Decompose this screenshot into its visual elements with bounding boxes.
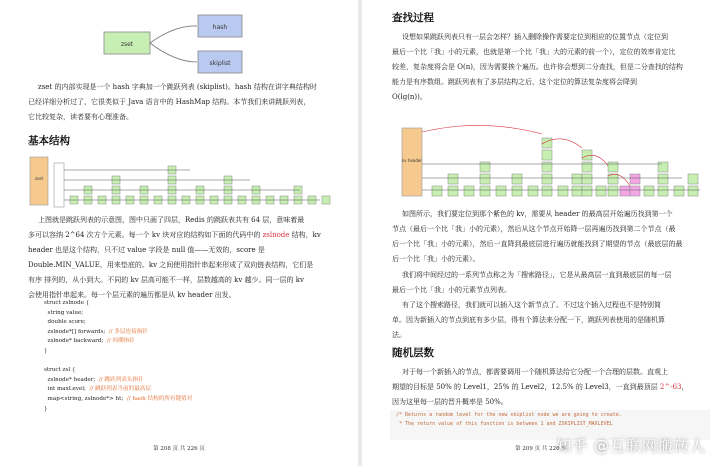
search-path-diagram <box>362 0 720 205</box>
para2-line-4: 后一个比「我」小的元素）。 <box>392 255 480 263</box>
search-node-cell <box>644 186 654 196</box>
search-node-cell <box>688 174 698 184</box>
search-node-cell <box>608 186 618 196</box>
code-line: } <box>44 405 48 412</box>
search-node-cell <box>596 186 606 196</box>
search-node-cell <box>542 186 552 196</box>
search-node-cell <box>582 150 592 160</box>
body-line-3: header 也是这个结构，只不过 value 字段是 null 值——无效的，score 是 <box>28 246 265 254</box>
body-line-1: 上图就是跳跃列表的示意图，图中只画了四层，Redis 的跳跃表共有 64 层，意味着最 <box>38 216 305 224</box>
search-node-cell <box>480 174 490 184</box>
para4-line-2: 单。因为新插入的节点到底有多少层，得有个算法来分配一下，跳跃列表使用的是随机算 <box>392 316 665 324</box>
code-line: zslnode* header; // 跳跃列表头指针 <box>44 376 144 383</box>
search-node-cell <box>658 186 668 196</box>
search-node-cell <box>542 174 552 184</box>
code-line: zslnode* backward; // 回溯指针 <box>44 338 135 345</box>
kv-header-column <box>54 163 64 207</box>
zset-header-block <box>30 157 48 205</box>
para1-line-3: 较差，复杂度将会是 O(n)，因为需要挨个遍历。也许你会想到二分查找，但是二分查找的结构 <box>392 63 683 71</box>
code-line: int maxLevel; // 跳跃列表当前的最高层 <box>44 386 151 393</box>
intro-line-2: 已经详细分析过了，它很类似于 Java 语言中的 HashMap 结构。本节我们来讲跳跃列表， <box>28 98 311 106</box>
search-node-cell <box>572 174 582 184</box>
search-node-cell <box>608 162 618 172</box>
search-node-cell <box>658 174 668 184</box>
skiplist-label: skiplist <box>209 60 231 67</box>
zset-header-label: zset <box>34 176 44 181</box>
code-line: string value; <box>44 309 84 316</box>
code-line: } <box>44 348 48 354</box>
search-node-cell <box>512 186 522 196</box>
search-node-cell <box>496 186 506 196</box>
target-node-cell <box>630 174 640 184</box>
para3-line-2: 最后一个比「我」小的元素节点列表。 <box>392 286 511 294</box>
para5-line-1: 对于每一个新插入的节点，都需要调用一个随机算法给它分配一个合理的层数。直观上 <box>402 368 668 376</box>
code-line: map<string, zslnode*> ht; // hash 结构的所有键值对 <box>44 396 193 402</box>
code-line: double score; <box>44 319 86 326</box>
search-node-cell <box>572 186 582 196</box>
zset-label: zset <box>120 41 134 48</box>
search-node-cell <box>558 186 568 196</box>
page-footer: 第 208 页 共 226 页 <box>153 446 205 452</box>
skiplist-diagram <box>0 0 358 215</box>
para5-line-2: 期望的目标是 50% 的 Level1，25% 的 Level2，12.5% 的 Level3，一直到最顶层 2^-63， <box>392 383 689 391</box>
code-comment-line-1: /* Returns a random level for the new skiplist node we are going to create. <box>396 412 622 418</box>
para2-line-2: 节点（最后一个比「我」小的元素），然后从这个节点开始降一层再遍历找到第二个节点（最 <box>392 225 676 233</box>
page-footer: 第 209 页 共 226 页 <box>515 446 567 452</box>
code-line: struct zslnode { <box>44 300 90 306</box>
kv-header-label: kv header <box>401 158 423 163</box>
zhihu-watermark: 知乎 @互联网搬砖人 <box>556 437 706 455</box>
para4-line-1: 有了这个搜索路径，我们就可以插入这个新节点了。不过这个插入过程也不是特别简 <box>402 301 661 309</box>
search-node-cell <box>480 186 490 196</box>
para2-line-1: 如图所示，我们要定位到那个紫色的 kv，需要从 header 的最高层开始遍历找到第一个 <box>402 210 673 218</box>
para1-line-4: 能力是有序数组。跳跃列表有了多层结构之后，这个定位的算法复杂度将会降到 <box>392 78 637 86</box>
intro-line-1: zset 的内部实现是一个 hash 字典加一个跳跃列表 (skiplist)。hash 结构在讲字典结构时 <box>38 83 317 91</box>
para1-line-1: 设想如果跳跃列表只有一层会怎样？插入删除操作需要定位到相应的位置节点（定位到 <box>402 33 668 41</box>
body-line-4: Double.MIN_VALUE，用来垫底的。kv 之间使用指针串起来形成了双向链表结构，它们是 <box>28 261 314 269</box>
skiplist-node-cell <box>322 196 330 204</box>
intro-line-3: 它比较复杂，读者要有心理准备。 <box>28 113 133 121</box>
search-node-cell <box>448 186 458 196</box>
search-node-cell <box>582 174 592 184</box>
search-node-cell <box>688 186 698 196</box>
search-node-cell <box>480 162 490 172</box>
para4-line-3: 法。 <box>392 331 406 339</box>
right-page <box>362 0 720 466</box>
search-node-cell <box>512 174 522 184</box>
target-node-cell <box>620 186 630 196</box>
code-line: zslnode*[] forwards; // 多层连接指针 <box>44 328 148 335</box>
search-node-cell <box>448 174 458 184</box>
body-line-5: 有序 排列的，从小到大。不同的 kv 层高可能不一样，层数越高的 kv 越少。同一层的 kv <box>28 276 304 284</box>
para2-line-3: 后一个比「我」小的元素），然后一直降到最底层进行遍历就能找到了期望的节点（最底层的最 <box>392 240 683 248</box>
search-node-cell <box>542 162 552 172</box>
para3-line-1: 我们将中间经过的一系列节点称之为「搜索路径」，它是从最高层一直到最底层的每一层 <box>402 271 672 279</box>
body-line-6: 会使用指针串起来。每一个层元素的遍历都是从 kv header 出发。 <box>28 291 236 299</box>
search-node-cell <box>674 186 684 196</box>
code-comment-line-2: * The return value of this function is between 1 and ZSKIPLIST_MAXLEVEL <box>396 421 613 427</box>
search-node-cell <box>658 162 668 172</box>
body-line-2: 多可以容纳 2^64 次方个元素。每一个 kv 块对应的结构如下面的代码中的 zslnode 结构，kv <box>28 231 321 239</box>
para1-line-5: O(lg(n))。 <box>392 93 427 101</box>
section-heading-basic-structure: 基本结构 <box>28 135 70 147</box>
target-node-cell <box>630 186 640 196</box>
search-node-cell <box>464 186 474 196</box>
para1-line-2: 最后一个比「我」小的元素，也就是第一个比「我」大的元素的前一个），定位的效率肯定比 <box>392 48 676 56</box>
hash-label: hash <box>212 24 228 31</box>
search-node-cell <box>582 162 592 172</box>
search-node-cell <box>432 186 442 196</box>
code-line: struct zsl { <box>44 367 76 374</box>
left-page <box>0 0 358 466</box>
section-heading-random-level: 随机层数 <box>392 347 434 359</box>
section-heading-search-process: 查找过程 <box>392 12 434 24</box>
search-node-cell <box>582 186 592 196</box>
search-node-cell <box>542 150 552 160</box>
search-node-cell <box>528 186 538 196</box>
para5-line-3: 因为这里每一层的晋升概率是 50%。 <box>392 398 508 406</box>
